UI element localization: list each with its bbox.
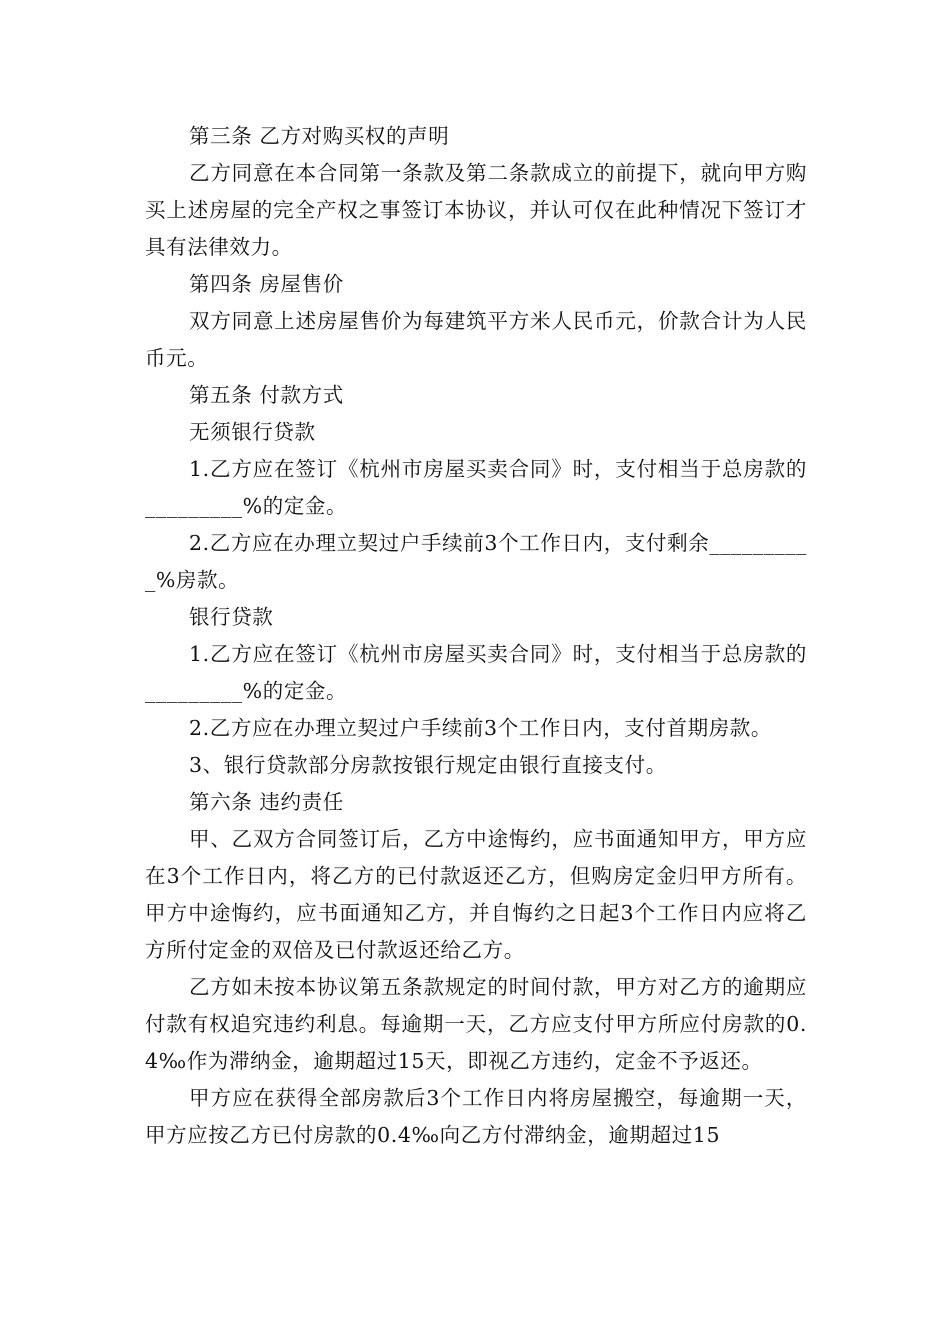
bank-loan-subheading: 银行贷款 <box>189 605 274 629</box>
loan-item-2: 2.乙方应在办理立契过户手续前3个工作日内，支付首期房款。 <box>189 716 772 740</box>
loan-item-3: 3、银行贷款部分房款按银行规定由银行直接支付。 <box>189 753 667 777</box>
no-loan-item-2: 2.乙方应在办理立契过户手续前3个工作日内，支付剩余__________%房款。 <box>145 531 807 592</box>
article-6-text-1: 甲、乙双方合同签订后，乙方中途悔约，应书面通知甲方，甲方应在3个工作日内，将乙方的已付款返还乙方，但购房定金归甲方所有。甲方中途悔约，应书面通知乙方，并自悔约之日起3个工作日内应将乙方所付定金的双倍及已付款返还给乙方。 <box>145 827 807 962</box>
article-6-heading: 第六条 违约责任 <box>189 790 344 814</box>
no-bank-loan-subheading: 无须银行贷款 <box>189 420 316 444</box>
article-6-text-3: 甲方应在获得全部房款后3个工作日内将房屋搬空，每逾期一天，甲方应按乙方已付房款的0.4‰向乙方付滞纳金，逾期超过15 <box>145 1086 807 1147</box>
no-loan-item-1: 1.乙方应在签订《杭州市房屋买卖合同》时，支付相当于总房款的_________%的定金。 <box>145 457 807 518</box>
article-3-text: 乙方同意在本合同第一条款及第二条款成立的前提下，就向甲方购买上述房屋的完全产权之事签订本协议，并认可仅在此种情况下签订才具有法律效力。 <box>145 161 807 259</box>
article-4-text: 双方同意上述房屋售价为每建筑平方米人民币元，价款合计为人民币元。 <box>145 309 807 370</box>
article-5-heading: 第五条 付款方式 <box>189 383 344 407</box>
article-6-text-2: 乙方如未按本协议第五条款规定的时间付款，甲方对乙方的逾期应付款有权追究违约利息。每逾期一天，乙方应支付甲方所应付房款的0.4‰作为滞纳金，逾期超过15天，即视乙方违约，定金不予返还。 <box>145 975 807 1073</box>
article-4-heading: 第四条 房屋售价 <box>189 272 344 296</box>
document-body <box>145 118 807 1154</box>
loan-item-1: 1.乙方应在签订《杭州市房屋买卖合同》时，支付相当于总房款的_________%的定金。 <box>145 642 807 703</box>
article-3-heading: 第三条 乙方对购买权的声明 <box>189 124 450 148</box>
